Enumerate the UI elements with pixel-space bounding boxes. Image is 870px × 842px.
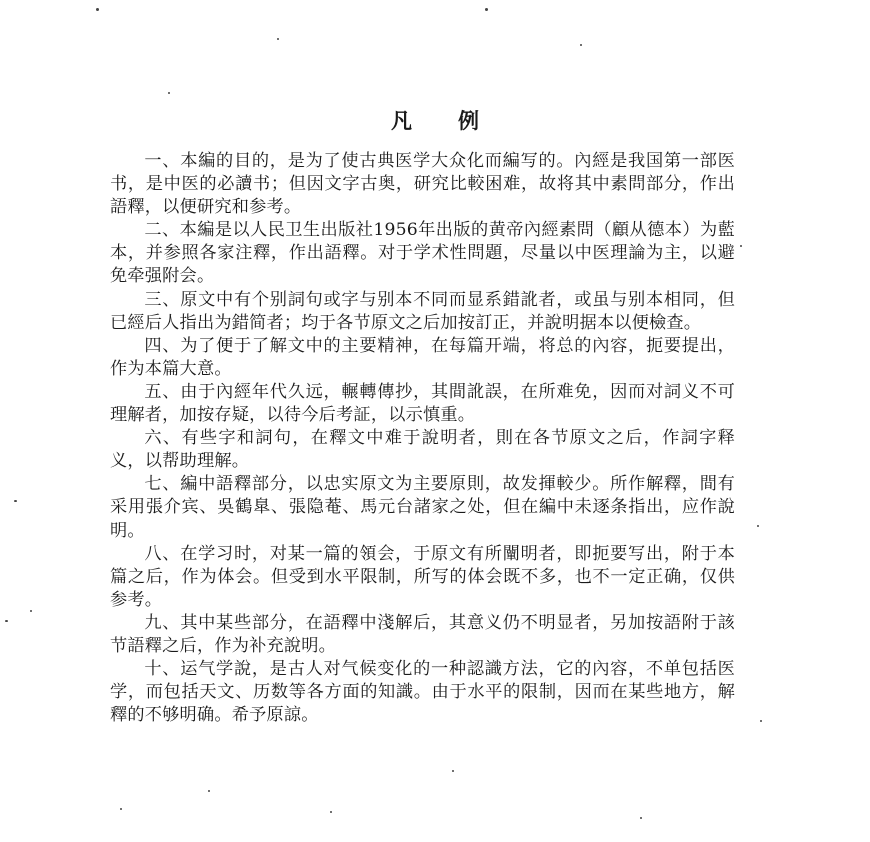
scan-speck bbox=[14, 500, 17, 502]
paragraph-5: 五、由于內經年代久远，輾轉傳抄，其間訛誤，在所难免，因而对詞义不可理解者，加按存疑，以待今后考証，以示慎重。 bbox=[110, 381, 735, 426]
paragraph-4: 四、为了便于了解文中的主要精神，在每篇开端，将总的內容，扼要提出，作为本篇大意。 bbox=[110, 335, 735, 379]
paragraph-7: 七、編中語釋部分，以忠实原文为主要原則，故发揮較少。所作解釋，間有采用張介宾、吳鶴臯、張隐菴、馬元台諸家之处，但在編中未逐条指出，应作說明。 bbox=[110, 474, 735, 541]
scan-speck bbox=[452, 770, 454, 772]
page-title bbox=[0, 105, 870, 135]
scan-speck bbox=[330, 811, 332, 813]
scan-speck bbox=[277, 38, 279, 40]
scan-speck bbox=[208, 790, 210, 792]
scan-speck bbox=[485, 8, 488, 11]
paragraph-6: 六、有些字和詞句，在釋文中难于說明者，則在各节原文之后，作詞字释义，以帮助理解。 bbox=[110, 428, 735, 472]
scan-speck bbox=[5, 620, 8, 622]
paragraph-3: 三、原文中有个别詞句或字与别本不同而显系錯訛者，或虽与别本相同，但已經后人指出为錯简者；均于各节原文之后加按訂正，并說明据本以便檢查。 bbox=[110, 289, 735, 333]
paragraph-1: 一、本編的目的，是为了使古典医学大众化而編写的。內經是我国第一部医书，是中医的必讀书；但因文字古奥，研究比較困难，故将其中素問部分，作出語釋，以便研究和参考。 bbox=[110, 151, 735, 218]
scan-speck bbox=[740, 245, 742, 247]
scan-speck bbox=[580, 44, 582, 46]
scan-speck bbox=[168, 92, 170, 94]
scan-speck bbox=[30, 610, 32, 612]
scan-speck bbox=[760, 720, 762, 722]
paragraph-9: 九、其中某些部分，在語釋中淺解后，其意义仍不明显者，另加按語附于該节語釋之后，作为补充說明。 bbox=[110, 612, 735, 656]
title-char-1: 凡 bbox=[391, 108, 412, 133]
scan-speck bbox=[640, 817, 642, 819]
title-char-2: 例 bbox=[458, 108, 479, 133]
scan-speck bbox=[757, 525, 759, 527]
document-body bbox=[110, 150, 735, 727]
paragraph-8: 八、在学习时，对某一篇的領会，于原文有所闡明者，即扼要写出，附于本篇之后，作为体会。但受到水平限制，所写的体会既不多，也不一定正确，仅供参考。 bbox=[110, 543, 735, 610]
scan-speck bbox=[120, 808, 122, 810]
paragraph-10: 十、运气学說，是古人对气候变化的一种認識方法，它的內容，不单包括医学，而包括天文、历数等各方面的知識。由于水平的限制，因而在某些地方，解釋的不够明确。希予原諒。 bbox=[110, 659, 735, 726]
paragraph-2: 二、本編是以人民卫生出版社1956年出版的黄帝內經素問（顧从德本）为藍本，并参照各家注釋，作出語釋。对于学术性問題，尽量以中医理論为主，以避免牵强附会。 bbox=[110, 220, 735, 287]
scan-speck bbox=[96, 8, 99, 11]
